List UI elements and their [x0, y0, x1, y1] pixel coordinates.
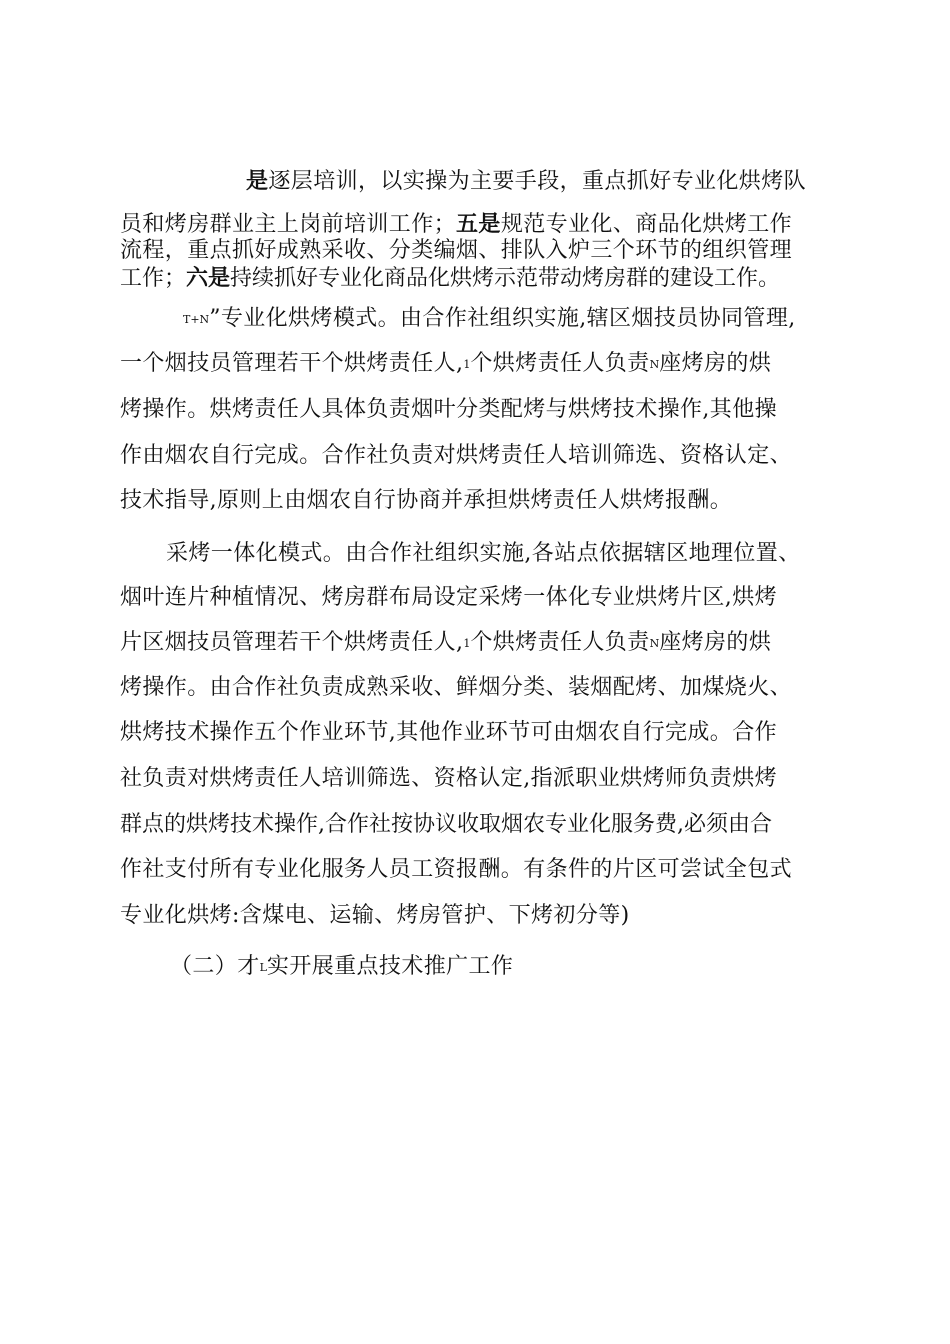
text-span: 烤操作。由合作社负责成熟采收、鲜烟分类、装烟配烤、加煤烧火、	[120, 675, 793, 700]
text-span: 员和烤房群业主上岗前培训工作；	[120, 212, 457, 237]
text-span: 技术指导,原则上由烟农自行协商并承担烘烤责任人烘烤报酬。	[120, 488, 733, 513]
text-span: 社负责对烘烤责任人培训筛选、资格认定,指派职业烘烤师负责烘烤	[120, 766, 777, 791]
text-span: 采烤一体化模式。由合作社组织实施,各站点依据辖区地理位置、	[166, 541, 801, 566]
text-span: 烟叶连片种植情况、烤房群布局设定采烤一体化专业烘烤片区,烘烤	[120, 585, 777, 610]
para2-line5	[120, 486, 732, 516]
para3-line5	[120, 718, 777, 748]
bold-marker: 六是	[186, 265, 231, 291]
text-span: 作社支付所有专业化服务人员工资报酬。有条件的片区可尝试全包式	[120, 857, 793, 882]
text-span: 烘烤技术操作五个作业环节,其他作业环节可由烟农自行完成。合作	[120, 720, 777, 745]
text-span: 个烘烤责任人负责	[470, 630, 650, 655]
text-span: 个烘烤责任人负责	[470, 351, 650, 376]
text-span: 作由烟农自行完成。合作社负责对烘烤责任人培训筛选、资格认定、	[120, 443, 793, 468]
para3-line6	[120, 764, 777, 794]
para1-line1	[246, 166, 806, 197]
small-glyph: L	[259, 961, 267, 974]
text-span: ”专业化烘烤模式。由合作社组织实施,辖区烟技员协同管理,	[209, 306, 796, 331]
para3-line4	[120, 673, 792, 703]
para3-line2	[120, 583, 777, 613]
text-span: 工作；	[120, 266, 187, 291]
para2-line2	[120, 349, 771, 380]
text-span: 专业化烘烤:含煤电、运输、烤房管护、下烤初分等)	[120, 903, 630, 928]
text-span: 实开展重点技术推广工作	[266, 954, 514, 979]
text-span: 座烤房的烘	[659, 351, 772, 376]
para1-line4	[120, 263, 780, 294]
text-span: 持续抓好专业化商品化烘烤示范带动烤房群的建设工作。	[230, 266, 781, 291]
bold-marker: 是	[246, 168, 269, 194]
para2-line3	[120, 395, 777, 425]
para1-line3	[120, 236, 792, 266]
bold-marker: 五是	[456, 211, 501, 237]
section-heading	[170, 952, 513, 983]
para2-line4	[120, 441, 792, 471]
small-glyph: N	[649, 637, 660, 650]
text-span: 群点的烘烤技术操作,合作社按协议收取烟农专业化服务费,必须由合	[120, 812, 772, 837]
text-span: 规范专业化、商品化烘烤工作	[500, 212, 793, 237]
small-glyph: 1	[463, 358, 471, 371]
para3-line9	[120, 901, 630, 931]
small-glyph: N	[649, 358, 660, 371]
text-span: 座烤房的烘	[659, 630, 772, 655]
small-glyph: 1	[463, 637, 471, 650]
text-span: 流程，重点抓好成熟采收、分类编烟、排队入炉三个环节的组织管理	[120, 238, 793, 263]
para3-line8	[120, 855, 792, 885]
para3-line1	[166, 539, 801, 569]
para3-line3	[120, 628, 771, 659]
text-span: 烤操作。烘烤责任人具体负责烟叶分类配烤与烘烤技术操作,其他操	[120, 397, 777, 422]
text-span: （二）才	[170, 954, 260, 979]
text-span: 一个烟技员管理若干个烘烤责任人,	[120, 351, 464, 376]
para2-line1	[183, 304, 796, 335]
small-glyph: T+N	[183, 313, 210, 326]
para3-line7	[120, 810, 772, 840]
text-span: 片区烟技员管理若干个烘烤责任人,	[120, 630, 464, 655]
text-span: 逐层培训，以实操为主要手段，重点抓好专业化烘烤队	[268, 169, 807, 194]
